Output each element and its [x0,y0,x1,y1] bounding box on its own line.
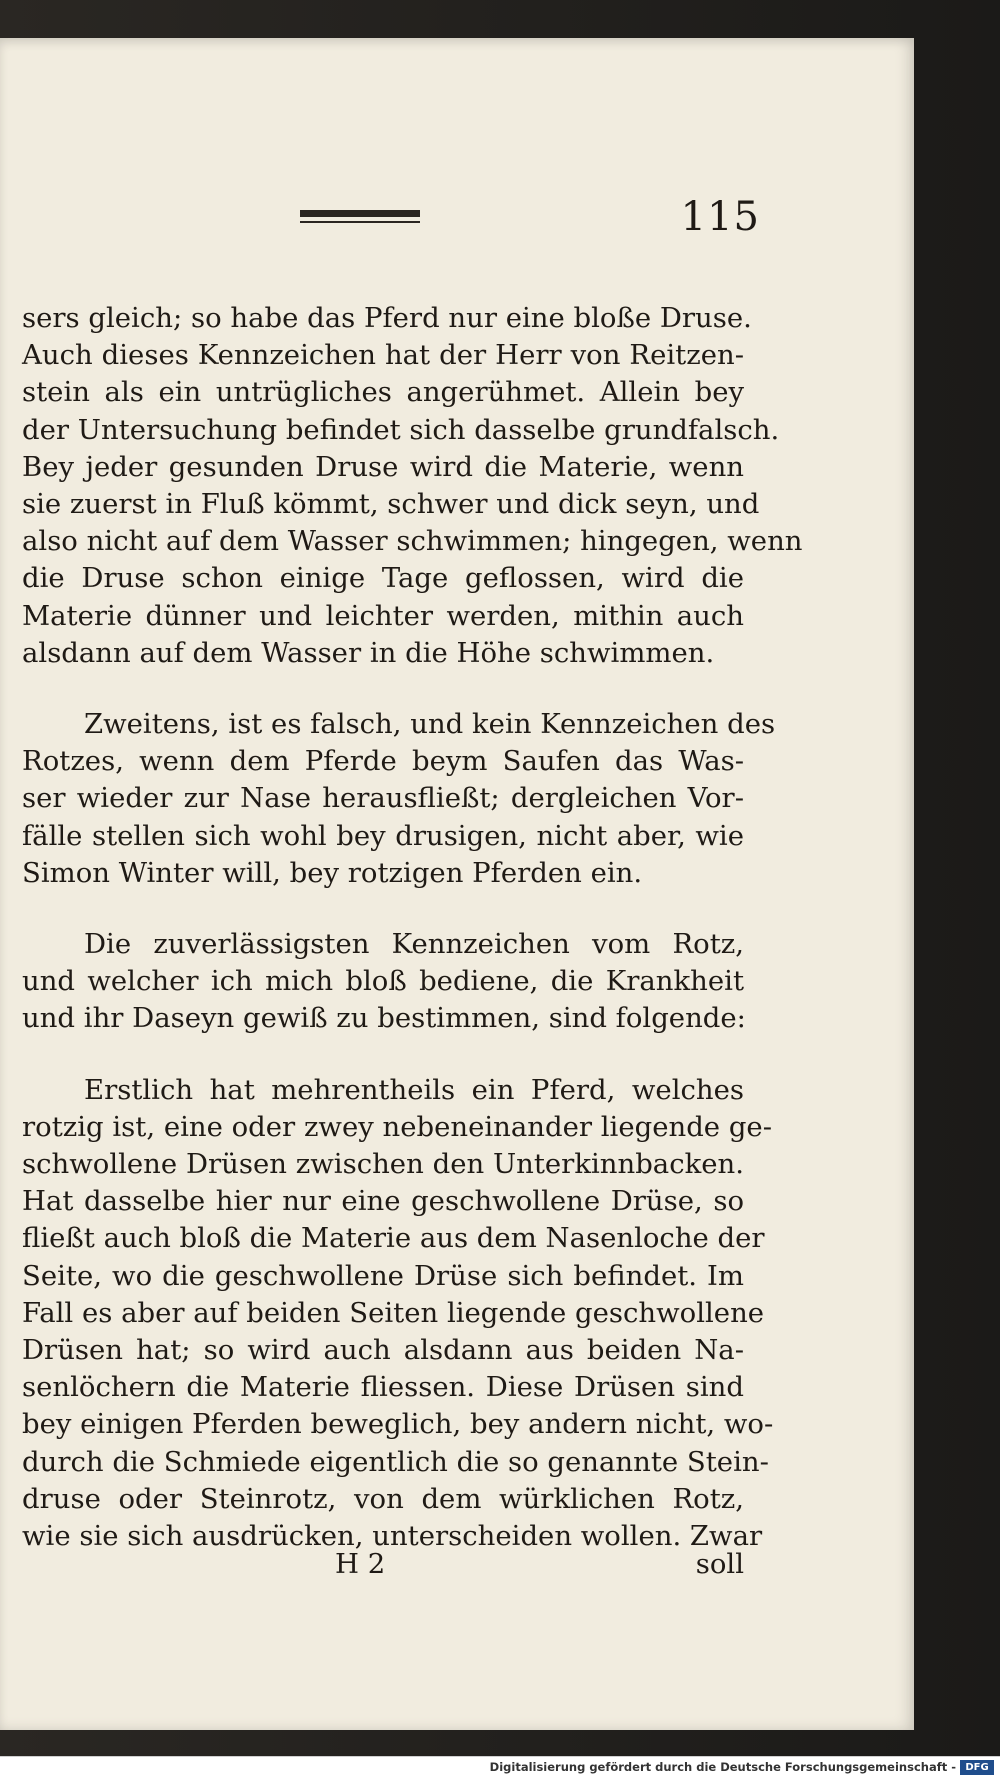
text-line: und ihr Daseyn gewiß zu bestimmen, sind folgende: [22,1002,746,1035]
text-line: Fall es aber auf beiden Seiten liegende geschwollene [22,1296,765,1329]
text-line: der Untersuchung befindet sich dasselbe grundfalsch. [22,413,780,446]
page-number: 115 [680,194,760,240]
dfg-logo: DFG [960,1760,994,1775]
text-line: fließt auch bloß die Materie aus dem Nasenloche der [22,1222,765,1255]
paragraph [22,706,776,892]
text-line: fälle stellen sich wohl bey drusigen, nicht aber, wie [22,819,744,852]
text-line: wie sie sich ausdrücken, unterscheiden wollen. Zwar [22,1520,763,1553]
printer-signature: H 2 [335,1548,386,1580]
running-head [300,194,760,250]
text-line: Drüsen hat; so wird auch alsdann aus beiden Na- [22,1334,744,1367]
text-line: schwollene Drüsen zwischen den Unterkinnbacken. [22,1148,744,1181]
paragraph-gap [22,892,744,926]
catchword: soll [695,1548,744,1580]
credit-text: Digitalisierung gefördert durch die Deutsche Forschungsgemeinschaft - [489,1760,956,1774]
text-line: Die zuverlässigsten Kennzeichen vom Rotz, [84,928,744,961]
text-line: bey einigen Pferden beweglich, bey andern nicht, wo- [22,1408,774,1441]
text-line: senlöchern die Materie fliessen. Diese Drüsen sind [22,1371,744,1404]
text-line: rotzig ist, eine oder zwey nebeneinander liegende ge- [22,1110,772,1143]
text-line: Hat dasselbe hier nur eine geschwollene Drüse, so [22,1185,744,1218]
text-line: sers gleich; so habe das Pferd nur eine bloße Druse. [22,302,752,334]
text-line: Auch dieses Kennzeichen hat der Herr von Reitzen- [22,339,744,372]
credit-bar [0,1756,1000,1779]
paragraph-gap [22,672,744,706]
text-line: Zweitens, ist es falsch, und kein Kennzeichen des [84,708,776,741]
head-rule [300,210,420,223]
text-line: ser wieder zur Nase herausfließt; dergleichen Vor- [22,782,744,815]
paragraph [22,300,803,672]
text-line: also nicht auf dem Wasser schwimmen; hingegen, wenn [22,525,803,558]
paragraph [22,926,744,1038]
page-footer [22,1548,744,1588]
text-line: die Druse schon einige Tage geflossen, wird die [22,562,744,595]
text-line: Bey jeder gesunden Druse wird die Materie, wenn [22,450,744,483]
text-line: alsdann auf dem Wasser in die Höhe schwimmen. [22,636,715,669]
text-line: und welcher ich mich bloß bediene, die Krankheit [22,965,744,998]
text-line: druse oder Steinrotz, von dem würklichen Rotz, [22,1482,744,1515]
text-line: Rotzes, wenn dem Pferde beym Saufen das Was- [22,745,744,778]
text-line: durch die Schmiede eigentlich die so genannte Stein- [22,1445,769,1478]
paragraph [22,1072,774,1556]
text-line: sie zuerst in Fluß kömmt, schwer und dick seyn, und [22,488,760,521]
text-line: Seite, wo die geschwollene Drüse sich befindet. Im [22,1259,744,1292]
text-line: Materie dünner und leichter werden, mithin auch [22,599,744,632]
paragraph-gap [22,1038,744,1072]
text-line: Erstlich hat mehrentheils ein Pferd, welches [84,1073,744,1106]
text-line: Simon Winter will, bey rotzigen Pferden ein. [22,856,643,889]
body-text [22,300,803,1555]
book-page [0,38,914,1730]
text-line: stein als ein untrügliches angerühmet. Allein bey [22,376,744,409]
